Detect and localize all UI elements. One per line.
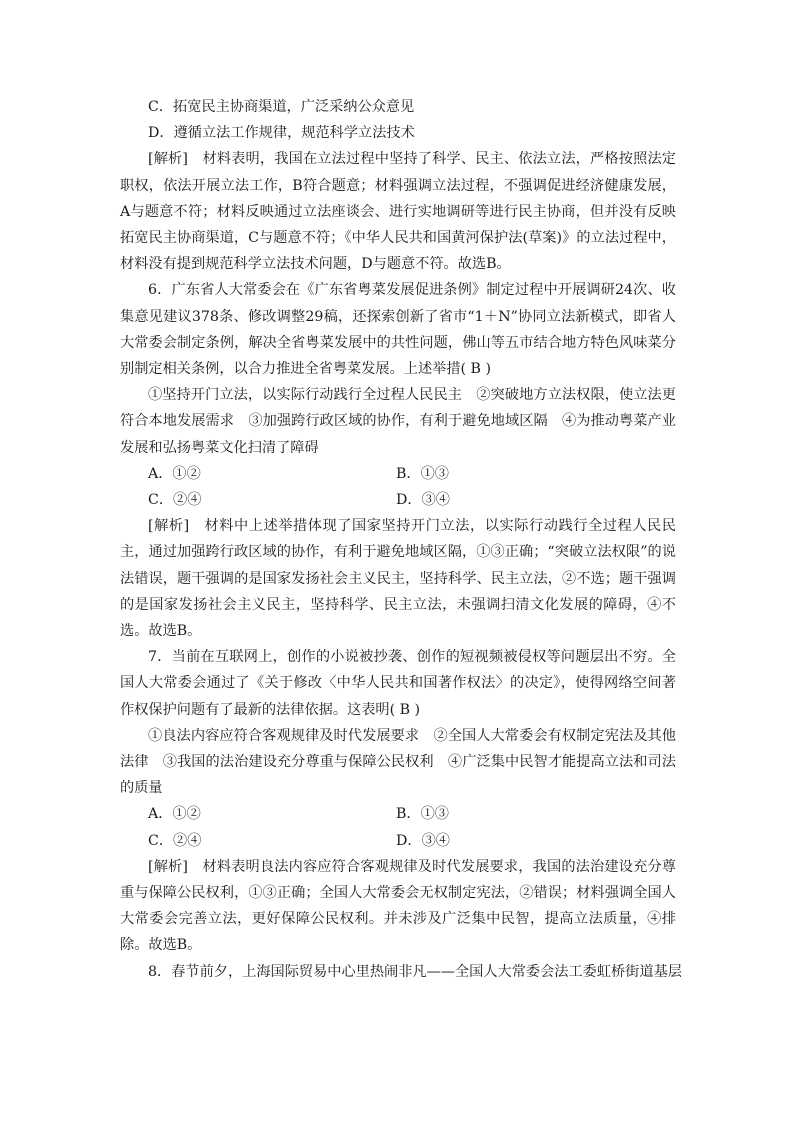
document-page xyxy=(120,94,682,985)
q7-option-a: A．①② xyxy=(148,806,201,823)
q7-analysis: [解析] 材料表明良法内容应符合客观规律及时代发展要求，我国的法治建设充分尊重与保障公民权利，①③正确；全国人大常委会无权制定宪法，②错误；材料强调全国人大常委会完善立法，更好保障公民权利。并未涉及广泛集中民智，提高立法质量，④排除。故选B。 xyxy=(120,858,676,954)
q6-option-c: C．②④ xyxy=(148,492,202,508)
q6-option-d: D．③④ xyxy=(396,492,450,508)
q7-option-c: C．②④ xyxy=(148,832,202,849)
q7-option-b: B．①③ xyxy=(396,806,449,823)
q7-statements: ①良法内容应符合客观规律及时代发展要求 ②全国人大常委会有权制定宪法及其他法律 ③我国的法治建设充分尊重与保障公民权利 ④广泛集中民智才能提高立法和司法的质量 xyxy=(120,727,676,797)
q7-options-row-2 xyxy=(120,828,676,854)
q6-analysis: [解析] 材料中上述举措体现了国家坚持开门立法，以实际行动践行全过程人民民主，通过加强跨行政区域的协作，有利于避免地域区隔，①③正确；“突破立法权限”的说法错误，题干强调的是国家发扬社会主义民主，坚持科学、民主立法，②不选；题干强调的是国家发扬社会主义民主，坚持科学、民主立法，未强调扫清文化发展的障碍，④不选。故选B。 xyxy=(120,518,676,639)
q5-option-d: D．遵循立法工作规律，规范科学立法技术 xyxy=(148,125,415,142)
q6-statements: ①坚持开门立法，以实际行动践行全过程人民民主 ②突破地方立法权限，使立法更符合本地发展需求 ③加强跨行政区域的协作，有利于避免地域区隔 ④为推动粤菜产业发展和弘扬粤菜文化扫清了障碍 xyxy=(120,387,676,456)
q7-stem: 7．当前在互联网上，创作的小说被抄袭、创作的短视频被侵权等问题层出不穷。全国人大常委会通过了《关于修改〈中华人民共和国著作权法〉的决定》，使得网络空间著作权保护问题有了最新的法律依据。这表明( B ) xyxy=(120,649,676,718)
q5-option-c: C．拓宽民主协商渠道，广泛采纳公众意见 xyxy=(148,99,415,115)
q6-option-a: A．①② xyxy=(148,465,201,482)
q5-analysis: [解析] 材料表明，我国在立法过程中坚持了科学、民主、依法立法，严格按照法定职权，依法开展立法工作，B符合题意；材料强调立法过程，不强调促进经济健康发展，A与题意不符；材料反映通过立法座谈会、进行实地调研等进行民主协商，但并没有反映拓宽民主协商渠道，C与题意不符；《中华人民共和国黄河保护法(草案)》的立法过程中，材料没有提到规范科学立法技术问题，D与题意不符。故选B。 xyxy=(120,151,676,273)
q8-stem-start: 8．春节前夕，上海国际贸易中心里热闹非凡——全国人大常委会法工委虹桥街道基层 xyxy=(148,963,682,980)
q6-stem: 6．广东省人大常委会在《广东省粤菜发展促进条例》制定过程中开展调研24次、收集意见建议378条、修改调整29稿，还探索创新了省市“1＋N”协同立法新模式，即省人大常委会制定条例，解决全省粤菜发展中的共性问题，佛山等五市结合地方特色风味菜分别制定相关条例，以合力推进全省粤菜发展。上述举措( B ) xyxy=(120,282,676,377)
q6-option-b: B．①③ xyxy=(396,465,449,482)
q7-option-d: D．③④ xyxy=(396,832,450,849)
q7-options-row-1 xyxy=(120,801,676,827)
q6-options-row-1 xyxy=(120,461,676,487)
q6-options-row-2 xyxy=(120,487,676,513)
